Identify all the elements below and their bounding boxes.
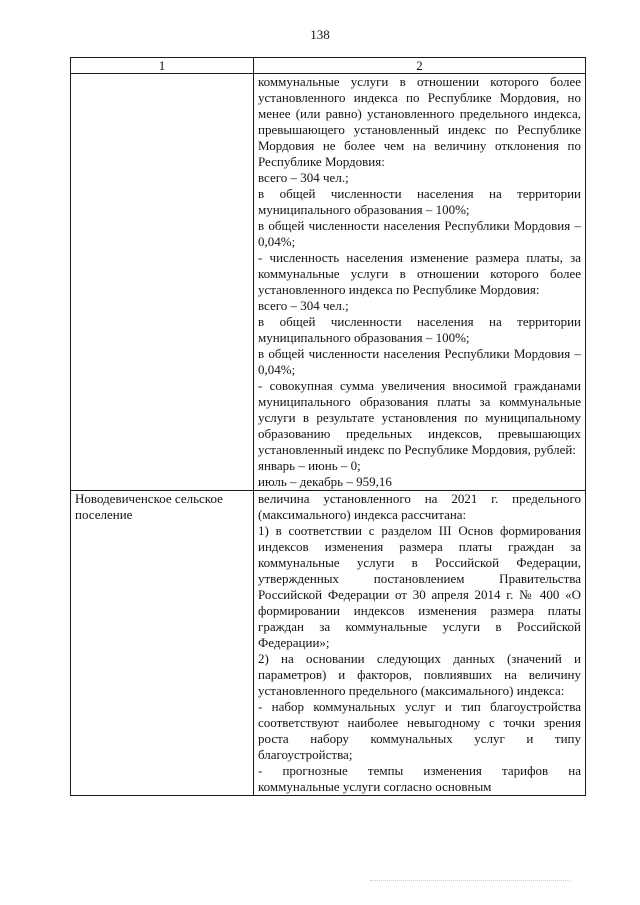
paragraph: - численность населения изменение размера платы, за коммунальные услуги в отношении которого более установленного индекса по Республике Мордовия: [258,250,581,297]
paragraph: всего – 304 чел.; [258,298,349,313]
municipality-name: Новодевиченское сельское поселение [75,491,223,522]
page-number: 138 [310,27,330,42]
paragraph: в общей численности населения Республики Мордовия – 0,04%; [258,346,581,377]
column-header-1: 1 [71,58,254,74]
municipality-cell [71,74,254,491]
table-header-row [71,58,586,74]
municipality-cell [71,491,254,796]
description-cell [254,491,586,796]
paragraph: 2) на основании следующих данных (значений и параметров) и факторов, повлиявших на величину установленного предельного (максимального) индекса: [258,651,581,698]
paragraph: в общей численности населения на территории муниципального образования – 100%; [258,314,581,345]
paragraph: в общей численности населения на территории муниципального образования – 100%; [258,186,581,217]
table-row [71,74,586,491]
paragraph: - прогнозные темпы изменения тарифов на коммунальные услуги согласно основным [258,763,581,794]
table-row [71,491,586,796]
paragraph: 1) в соответствии с разделом III Основ формирования индексов изменения размера платы граждан за коммунальные услуги в Российской Федерации, утвержденных постановлением Правительства Российской Федерации от 30 апреля 2014 г. № 400 «О формировании индексов изменения размера платы граждан за коммунальные услуги в Российской Федерации»; [258,523,581,650]
paragraph: - совокупная сумма увеличения вносимой гражданами муниципального образования платы за коммунальные услуги в результате установления по муниципальному образованию предельных индексов, превышающих установленный индекс по Республике Мордовия, рублей: [258,378,581,457]
paragraph: в общей численности населения Республики Мордовия – 0,04%; [258,218,581,249]
paragraph: всего – 304 чел.; [258,170,349,185]
paragraph: - набор коммунальных услуг и тип благоустройства соответствуют наиболее невыгодному с точки зрения роста набору коммунальных услуг и типу благоустройства; [258,699,581,762]
paragraph: июль – декабрь – 959,16 [258,474,392,489]
paragraph: величина установленного на 2021 г. предельного (максимального) индекса рассчитана: [258,491,581,522]
scan-artifact-line [370,880,570,882]
paragraph: январь – июнь – 0; [258,458,361,473]
column-header-2: 2 [254,58,586,74]
description-cell [254,74,586,491]
paragraph: коммунальные услуги в отношении которого более установленного индекса по Республике Мордовия, но менее (или равно) установленного предельного индекса, превышающего установленный индекс по Республике Мордовия не более чем на величину отклонения по Республике Мордовия: [258,74,581,169]
data-table [70,57,586,796]
